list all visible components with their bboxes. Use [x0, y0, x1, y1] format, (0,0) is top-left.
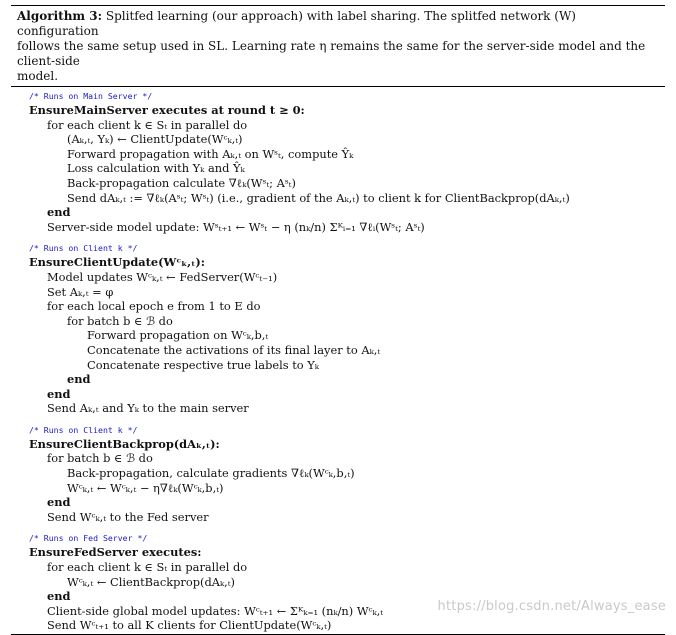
fs-line-1: for each client k ∈ Sₜ in parallel do [47, 560, 248, 575]
fs-line-end: end [47, 589, 71, 604]
proc-client-update-title: EnsureClientUpdate(Wᶜₖ,ₜ): [29, 255, 205, 270]
main-line-end: end [47, 205, 71, 220]
fs-line-send: Send Wᶜₜ₊₁ to all K clients for ClientUpdate(Wᶜₖ,ₜ) [47, 618, 332, 633]
proc-fed-server-title: EnsureFedServer executes: [29, 545, 202, 560]
main-line-1: for each client k ∈ Sₜ in parallel do [47, 117, 248, 132]
fs-line-2: Wᶜₖ,ₜ ← ClientBackprop(dAₖ,ₜ) [67, 574, 235, 589]
cu-line-7: Concatenate respective true labels to Yₖ [87, 357, 319, 372]
cu-line-1: Model updates Wᶜₖ,ₜ ← FedServer(Wᶜₜ₋₁) [47, 269, 278, 284]
watermark-text: https://blog.csdn.net/Always_ease [437, 599, 666, 614]
cb-line-end: end [47, 495, 71, 510]
algorithm-label: Algorithm 3: [17, 9, 103, 23]
main-line-5: Back-propagation calculate ∇ℓₖ(Wˢₜ; Aˢₜ) [67, 175, 296, 190]
proc-client-backprop-title: EnsureClientBackprop(dAₖ,ₜ): [29, 436, 220, 451]
cb-line-3: Wᶜₖ,ₜ ← Wᶜₖ,ₜ − η∇ℓₖ(Wᶜₖ,b,ₜ) [67, 480, 224, 495]
main-line-2: (Aₖ,ₜ, Yₖ) ← ClientUpdate(Wᶜₖ,ₜ) [67, 132, 243, 147]
cu-line-send: Send Aₖ,ₜ and Yₖ to the main server [47, 401, 249, 416]
spacer [11, 524, 665, 532]
cu-line-3: for each local epoch e from 1 to E do [47, 299, 261, 314]
comment-client-backprop: /* Runs on Client k */ [29, 424, 138, 435]
cu-line-6: Concatenate the activations of its final layer to Aₖ,ₜ [87, 342, 381, 357]
comment-main-server: /* Runs on Main Server */ [29, 91, 153, 101]
algorithm-body [11, 87, 665, 633]
main-line-6: Send dAₖ,ₜ := ∇ℓₖ(Aˢₜ; Wˢₜ) (i.e., gradient of the Aₖ,ₜ) to client k for ClientBackprop(dAₖ,ₜ) [67, 190, 570, 205]
comment-client-update: /* Runs on Client k */ [29, 243, 138, 254]
algorithm-caption-line3: model. [17, 69, 59, 83]
cu-line-5: Forward propagation on Wᶜₖ,b,ₜ [87, 328, 269, 343]
spacer [11, 234, 665, 242]
main-line-3: Forward propagation with Aₖ,ₜ on Wˢₜ, compute Ŷₖ [67, 146, 354, 161]
algorithm-header [11, 6, 665, 86]
fs-line-update: Client-side global model updates: Wᶜₜ₊₁ ← Σᴷₖ₌₁ (nₖ/n) Wᶜₖ,ₜ [47, 603, 384, 618]
cu-line-2: Set Aₖ,ₜ = φ [47, 284, 114, 299]
algorithm-caption-line2: follows the same setup used in SL. Learning rate η remains the same for the server-side model and the client-side [17, 39, 646, 68]
cb-line-send: Send Wᶜₖ,ₜ to the Fed server [47, 509, 209, 524]
spacer [11, 416, 665, 424]
comment-fed-server: /* Runs on Fed Server */ [29, 533, 148, 544]
cu-line-4: for batch b ∈ ℬ do [67, 313, 173, 328]
main-line-4: Loss calculation with Yₖ and Ŷₖ [67, 161, 245, 176]
main-line-update: Server-side model update: Wˢₜ₊₁ ← Wˢₜ − η (nₖ/n) Σᴷᵢ₌₁ ∇ℓᵢ(Wˢₜ; Aˢₜ) [47, 219, 425, 234]
cu-line-end-outer: end [47, 386, 71, 401]
cu-line-end-inner: end [67, 372, 91, 387]
cb-line-1: for batch b ∈ ℬ do [47, 451, 153, 466]
algorithm-caption-line1: Splitfed learning (our approach) with label sharing. The splitfed network (W) configuration [17, 9, 576, 38]
cb-line-2: Back-propagation, calculate gradients ∇ℓₖ(Wᶜₖ,b,ₜ) [67, 466, 355, 481]
algorithm-block [11, 5, 665, 635]
proc-main-server-title: EnsureMainServer executes at round t ≥ 0: [29, 103, 305, 117]
